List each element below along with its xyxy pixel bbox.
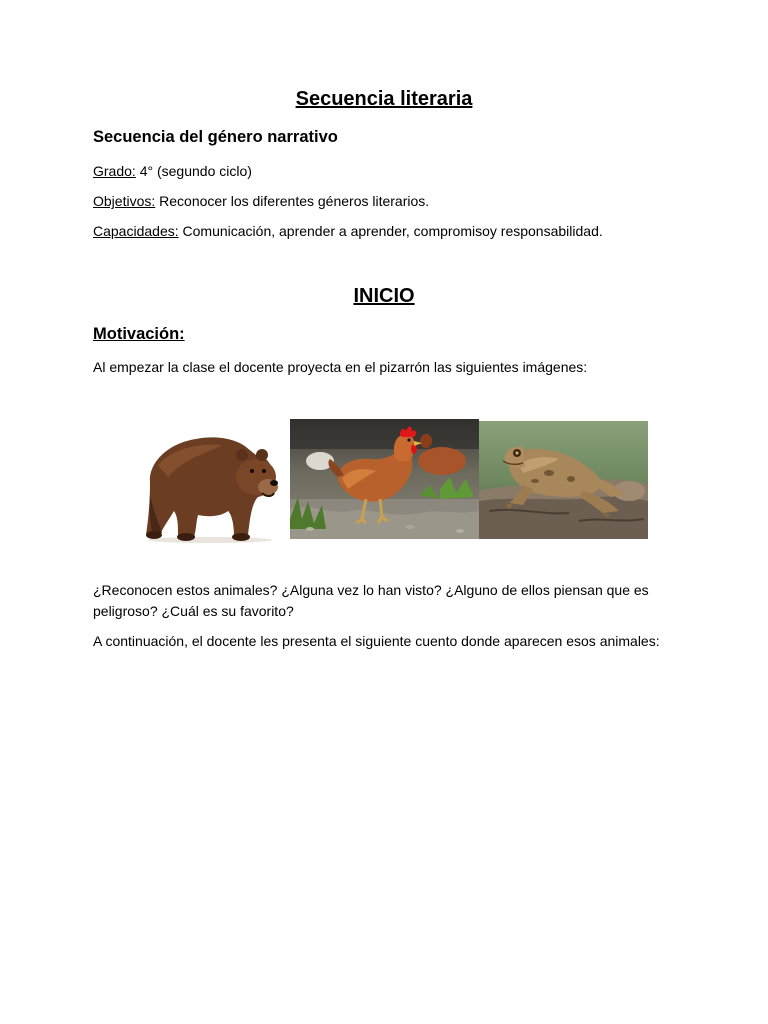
grado-value: 4° (segundo ciclo) [135,163,252,179]
objetivos-value: Reconocer los diferentes géneros literarios. [155,193,430,209]
capacidades-line [93,221,693,242]
section-title-inicio: INICIO [353,285,415,307]
questions-paragraph: ¿Reconocen estos animales? ¿Alguna vez lo han visto? ¿Alguno de ellos piensan que es peligroso? ¿Cuál es su favorito? [93,582,649,619]
capacidades-value: Comunicación, aprender a aprender, compromisoy responsabilidad. [178,223,603,239]
motivation-heading: Motivación: [93,325,185,343]
objetivos-line [93,191,693,212]
document-subtitle: Secuencia del género narrativo [93,128,338,146]
bear-image [138,425,283,543]
objetivos-label: Objetivos: [93,193,156,209]
capacidades-label: Capacidades: [93,223,179,239]
hen-image [290,419,479,539]
grado-line [93,161,693,182]
intro-paragraph: Al empezar la clase el docente proyecta en el pizarrón las siguientes imágenes: [93,359,588,375]
document-title: Secuencia literaria [295,88,473,110]
grado-label: Grado: [93,163,136,179]
continuation-paragraph: A continuación, el docente les presenta el siguiente cuento donde aparecen esos animales: [93,633,660,649]
frog-image [479,421,648,539]
